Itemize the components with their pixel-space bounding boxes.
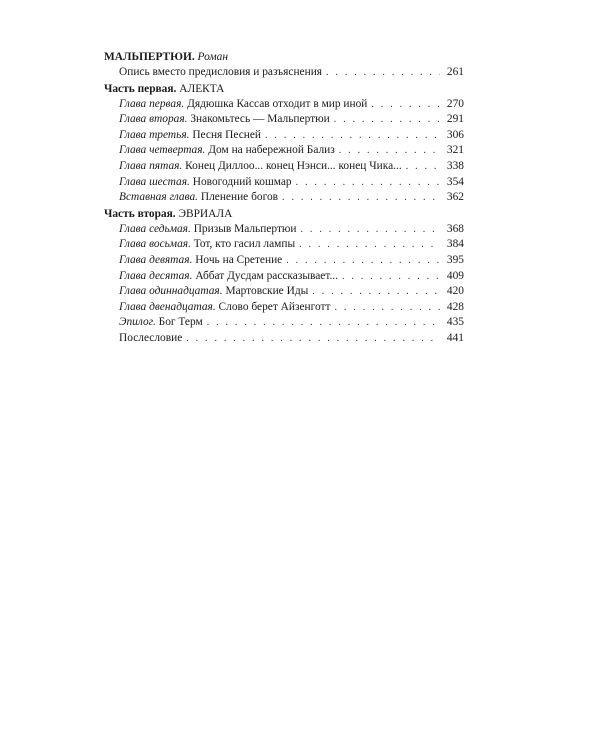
dot-leader <box>312 284 440 300</box>
chapter-title: Новогодний кошмар <box>192 175 292 188</box>
page-number: 270 <box>446 97 464 110</box>
toc-entry[interactable] <box>104 237 464 253</box>
dot-leader <box>265 128 440 144</box>
toc-entry[interactable] <box>104 190 464 206</box>
dot-leader <box>282 190 440 206</box>
entry-text: Опись вместо предисловия и разъяснения <box>119 66 323 78</box>
chapter-number: Глава девятая. <box>119 253 193 266</box>
toc-entry-intro[interactable] <box>104 65 464 81</box>
chapter-number: Глава первая. <box>119 97 185 110</box>
part-label: Часть первая. <box>104 82 177 95</box>
page-number: 306 <box>446 128 464 141</box>
chapter-number: Глава одиннадцатая. <box>119 285 223 298</box>
page-number: 261 <box>446 66 464 78</box>
dot-leader <box>207 315 440 331</box>
page-number: 435 <box>446 316 464 329</box>
toc-entry-afterword[interactable] <box>104 331 464 347</box>
chapter-number: Глава шестая. <box>119 175 190 188</box>
table-of-contents <box>104 49 464 347</box>
dot-leader <box>334 112 440 128</box>
dot-leader <box>342 269 440 285</box>
page-number: 354 <box>446 175 464 188</box>
chapter-title: Ночь на Сретение <box>195 253 283 266</box>
chapter-number: Глава седьмая. <box>119 222 191 235</box>
chapter-number: Глава двенадцатая. <box>119 300 216 313</box>
page-number: 395 <box>446 253 464 266</box>
toc-entry[interactable] <box>104 97 464 113</box>
dot-leader <box>299 237 440 253</box>
chapter-title: Слово берет Айзенготт <box>218 300 331 313</box>
entry-text: Послесловие <box>119 331 183 344</box>
page-number: 338 <box>446 159 464 172</box>
chapter-title: Знакомьтесь — Мальпертюи <box>190 113 330 126</box>
page-number: 368 <box>446 222 464 235</box>
chapter-title: Призыв Мальпертюи <box>193 222 297 235</box>
chapter-number: Глава четвертая. <box>119 144 206 157</box>
chapter-title: Тот, кто гасил лампы <box>193 238 296 251</box>
dot-leader <box>286 253 440 269</box>
chapter-title: Мартовские Иды <box>225 285 309 298</box>
chapter-title: Дядюшка Кассав отходит в мир иной <box>187 97 368 110</box>
dot-leader <box>301 222 440 238</box>
chapter-title: Песня Песней <box>192 128 262 141</box>
toc-entry[interactable] <box>104 315 464 331</box>
dot-leader <box>406 159 440 175</box>
chapter-number: Вставная глава. <box>119 191 199 204</box>
dot-leader <box>296 175 440 191</box>
chapter-title: Конец Диллоо... конец Нэнси... конец Чика... <box>185 159 402 172</box>
toc-entry[interactable] <box>104 128 464 144</box>
toc-entry[interactable] <box>104 143 464 159</box>
toc-entry[interactable] <box>104 300 464 316</box>
chapter-number: Эпилог. <box>119 316 156 329</box>
page-number: 441 <box>446 331 464 344</box>
page-number: 420 <box>446 285 464 298</box>
part-name: ЭВРИАЛА <box>178 207 233 220</box>
toc-entry[interactable] <box>104 284 464 300</box>
page-number: 428 <box>446 300 464 313</box>
toc-entry[interactable] <box>104 175 464 191</box>
toc-entry[interactable] <box>104 253 464 269</box>
page-number: 321 <box>446 144 464 157</box>
chapter-number: Глава десятая. <box>119 269 193 282</box>
dot-leader <box>186 331 440 347</box>
part-name: АЛЕКТА <box>179 82 225 95</box>
toc-entry[interactable] <box>104 112 464 128</box>
part-label: Часть вторая. <box>104 207 176 220</box>
chapter-title: Дом на набережной Бализ <box>208 144 335 157</box>
page-number: 409 <box>446 269 464 282</box>
dot-leader <box>339 143 440 159</box>
dot-leader <box>335 300 440 316</box>
book-title <box>104 49 464 65</box>
page-number: 362 <box>446 191 464 204</box>
toc-entry[interactable] <box>104 222 464 238</box>
toc-entry[interactable] <box>104 159 464 175</box>
chapter-number: Глава вторая. <box>119 113 188 126</box>
chapter-title: Бог Терм <box>158 316 203 329</box>
toc-entry[interactable] <box>104 269 464 285</box>
book-title-name: МАЛЬПЕРТЮИ. <box>104 51 195 63</box>
page-number: 384 <box>446 238 464 251</box>
chapter-title: Пленение богов <box>200 191 279 204</box>
page-number: 291 <box>446 113 464 126</box>
dot-leader <box>371 97 440 113</box>
book-genre: Роман <box>197 51 228 63</box>
chapter-number: Глава третья. <box>119 128 190 141</box>
part-heading-2 <box>104 206 464 222</box>
chapter-title: Аббат Дусдам рассказывает... <box>195 269 338 282</box>
chapter-number: Глава восьмая. <box>119 238 191 251</box>
dot-leader <box>326 65 440 81</box>
part-heading-1 <box>104 81 464 97</box>
chapter-number: Глава пятая. <box>119 159 183 172</box>
